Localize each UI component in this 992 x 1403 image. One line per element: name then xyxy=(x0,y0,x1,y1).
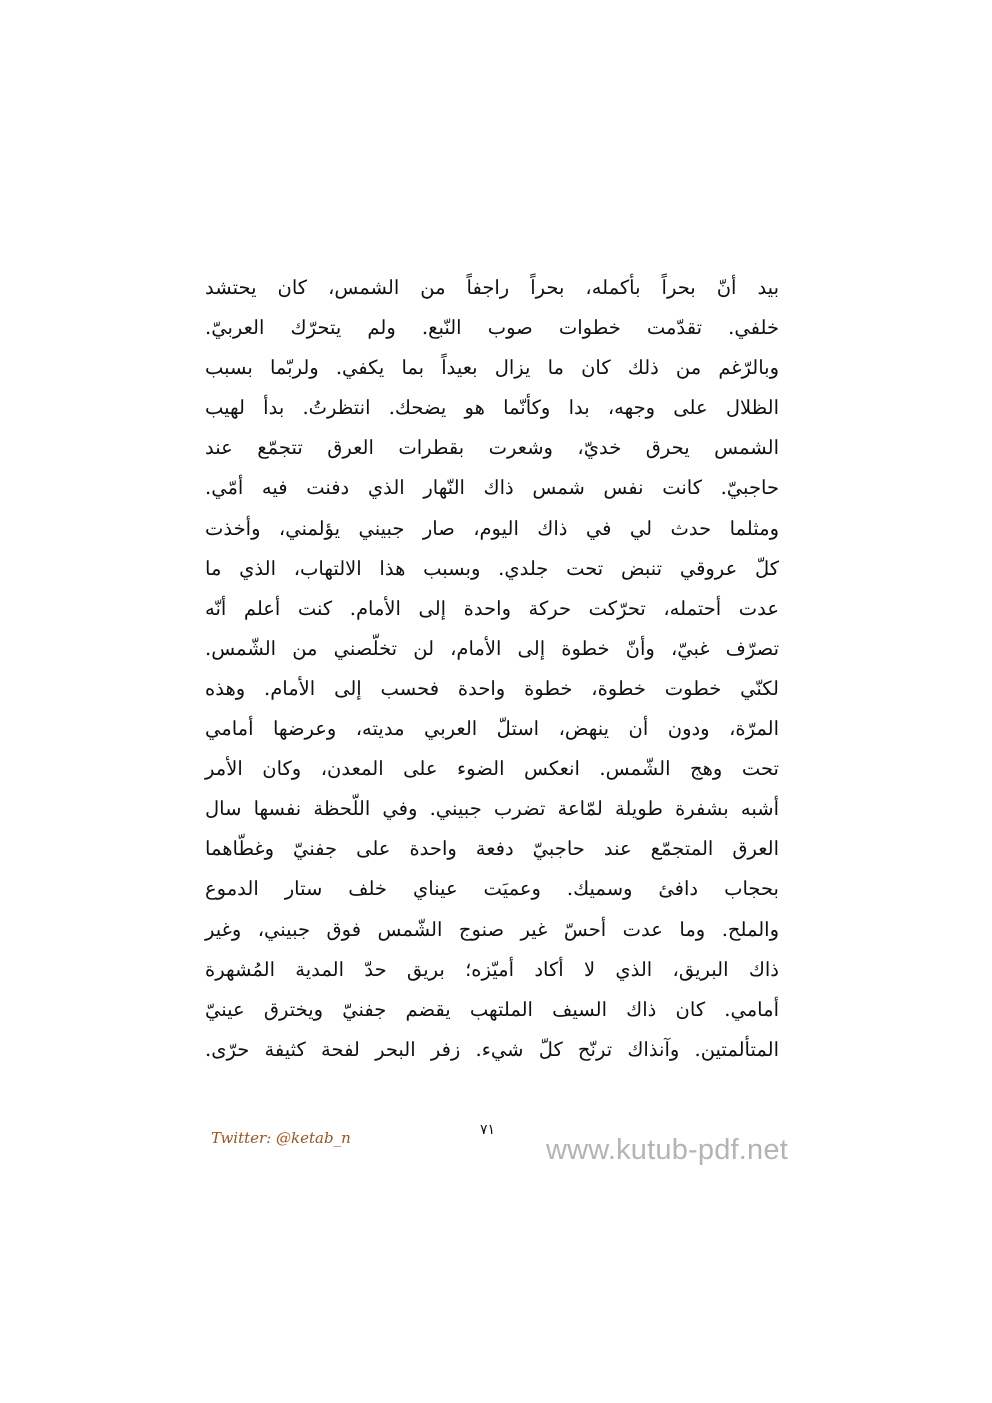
body-text xyxy=(205,268,779,1070)
text-line: أمامي. كان ذاك السيف الملتهب يقضم جفنيّ ويخترق عينيّ xyxy=(205,997,779,1021)
twitter-handle: Twitter: @ketab_n xyxy=(211,1129,351,1147)
text-line: تصرّف غبيّ، وأنّ خطوة إلى الأمام، لن تخلّصني من الشّمس. xyxy=(205,636,779,660)
text-line: المتألمتين. وآنذاك ترنّح كلّ شيء. زفر البحر لفحة كثيفة حرّى. xyxy=(205,1037,779,1061)
text-line: لكنّي خطوت خطوة، خطوة واحدة فحسب إلى الأمام. وهذه xyxy=(205,676,779,700)
text-line: عدت أحتمله، تحرّكت حركة واحدة إلى الأمام. كنت أعلم أنّه xyxy=(205,596,779,620)
text-line: كلّ عروقي تنبض تحت جلدي. وبسبب هذا الالتهاب، الذي ما xyxy=(205,556,779,580)
text-line: ومثلما حدث لي في ذاك اليوم، صار جبيني يؤلمني، وأخذت xyxy=(205,516,779,540)
text-line: ذاك البريق، الذي لا أكاد أميّزه؛ بريق حدّ المدية المُشهرة xyxy=(205,957,779,981)
page-number: ٧١ xyxy=(480,1122,496,1138)
text-line: المرّة، ودون أن ينهض، استلّ العربي مديته، وعرضها أمامي xyxy=(205,717,779,741)
text-line: بيد أنّ بحراً بأكمله، بحراً راجفاً من الشمس، كان يحتشد xyxy=(205,276,779,299)
text-line: العرق المتجمّع عند حاجبيّ دفعة واحدة على جفنيّ وغطّاهما xyxy=(205,837,779,861)
text-line: أشبه بشفرة طويلة لمّاعة تضرب جبيني. وفي اللّحظة نفسها سال xyxy=(205,797,779,821)
text-line: الشمس يحرق خديّ، وشعرت بقطرات العرق تتجمّع عند xyxy=(205,436,779,460)
text-line: الظلال على وجهه، بدا وكأنّما هو يضحك. انتظرتُ. بدأ لهيب xyxy=(205,396,779,420)
text-line: والملح. وما عدت أحسّ غير صنوج الشّمس فوق جبيني، وغير xyxy=(205,917,779,941)
text-line: وبالرّغم من ذلك كان ما يزال بعيداً بما يكفي. ولربّما بسبب xyxy=(205,356,779,380)
text-line: حاجبيّ. كانت نفس شمس ذاك النّهار الذي دفنت فيه أمّي. xyxy=(205,476,779,500)
text-line: خلفي. تقدّمت خطوات صوب النّبع. ولم يتحرّك العربيّ. xyxy=(205,316,779,340)
text-line: تحت وهج الشّمس. انعكس الضوء على المعدن، وكان الأمر xyxy=(205,757,779,781)
text-line: بحجاب دافئ وسميك. وعميَت عيناي خلف ستار الدموع xyxy=(205,877,779,901)
watermark-url: www.kutub-pdf.net xyxy=(546,1134,788,1166)
